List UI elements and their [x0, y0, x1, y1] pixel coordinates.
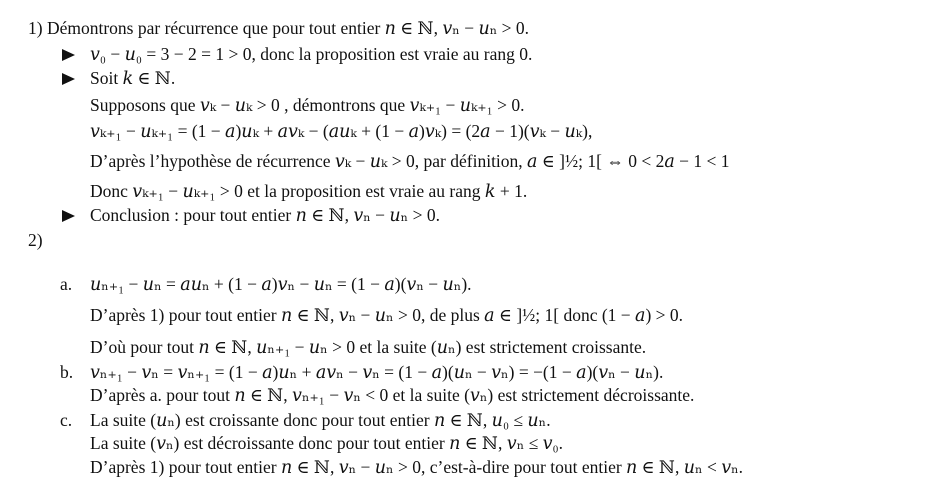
- part1-supposons: Supposons que 𝑣ₖ − 𝑢ₖ > 0 , démontrons que 𝑣ₖ₊₁ − 𝑢ₖ₊₁ > 0.: [90, 95, 525, 115]
- item-b-line1: 𝑣ₙ₊₁ − 𝑣ₙ = 𝑣ₙ₊₁ = (1 − 𝑎)𝑢ₙ + 𝑎𝑣ₙ − 𝑣ₙ = (1 − 𝑎)(𝑢ₙ − 𝑣ₙ) = −(1 − 𝑎)(𝑣ₙ − 𝑢ₙ).: [90, 362, 664, 382]
- part1-conclusion: Conclusion : pour tout entier 𝑛 ∈ ℕ, 𝑣ₙ − 𝑢ₙ > 0.: [90, 205, 440, 225]
- part1-donc: Donc 𝑣ₖ₊₁ − 𝑢ₖ₊₁ > 0 et la proposition est vraie au rang 𝑘 + 1.: [90, 181, 528, 201]
- part1-heading: 1) Démontrons par récurrence que pour tout entier 𝑛 ∈ ℕ, 𝑣ₙ − 𝑢ₙ > 0.: [28, 18, 530, 38]
- item-c-line3: D’après 1) pour tout entier 𝑛 ∈ ℕ, 𝑣ₙ − 𝑢ₙ > 0, c’est-à-dire pour tout entier 𝑛 ∈ ℕ, 𝑢ₙ < 𝑣ₙ.: [90, 457, 744, 477]
- item-c-line1: La suite (𝑢ₙ) est croissante donc pour tout entier 𝑛 ∈ ℕ, 𝑢₀ ≤ 𝑢ₙ.: [90, 410, 551, 430]
- item-b-line2: D’après a. pour tout 𝑛 ∈ ℕ, 𝑣ₙ₊₁ − 𝑣ₙ < 0 et la suite (𝑣ₙ) est strictement décroissante.: [90, 385, 695, 405]
- item-b-marker: b.: [60, 362, 74, 382]
- arrow-bullet-icon: [62, 49, 75, 61]
- item-a-line2: D’après 1) pour tout entier 𝑛 ∈ ℕ, 𝑣ₙ − 𝑢ₙ > 0, de plus 𝑎 ∈ ]½; 1[ donc (1 − 𝑎) > 0.: [90, 305, 684, 325]
- item-a-line1: 𝑢ₙ₊₁ − 𝑢ₙ = 𝑎𝑢ₙ + (1 − 𝑎)𝑣ₙ − 𝑢ₙ = (1 − 𝑎)(𝑣ₙ − 𝑢ₙ).: [90, 274, 472, 294]
- item-a-marker: a.: [60, 274, 73, 294]
- item-c-marker: c.: [60, 410, 73, 430]
- arrow-bullet-icon: [62, 210, 75, 222]
- item-c-line2: La suite (𝑣ₙ) est décroissante donc pour tout entier 𝑛 ∈ ℕ, 𝑣ₙ ≤ 𝑣₀.: [90, 433, 563, 453]
- part1-calcul: 𝑣ₖ₊₁ − 𝑢ₖ₊₁ = (1 − 𝑎)𝑢ₖ + 𝑎𝑣ₖ − (𝑎𝑢ₖ + (1 − 𝑎)𝑣ₖ) = (2𝑎 − 1)(𝑣ₖ − 𝑢ₖ),: [90, 121, 593, 141]
- part1-initialisation: 𝑣₀ − 𝑢₀ = 3 − 2 = 1 > 0, donc la proposition est vraie au rang 0.: [90, 44, 533, 64]
- part1-hypothese: D’après l’hypothèse de récurrence 𝑣ₖ − 𝑢ₖ > 0, par définition, 𝑎 ∈ ]½; 1[ ⇔ 0 < 2𝑎 − 1 < 1: [90, 151, 730, 171]
- arrow-bullet-icon: [62, 73, 75, 85]
- item-a-line3: D’où pour tout 𝑛 ∈ ℕ, 𝑢ₙ₊₁ − 𝑢ₙ > 0 et la suite (𝑢ₙ) est strictement croissante.: [90, 337, 647, 357]
- part1-soit: Soit 𝑘 ∈ ℕ.: [90, 68, 176, 88]
- part2-heading: 2): [28, 230, 43, 250]
